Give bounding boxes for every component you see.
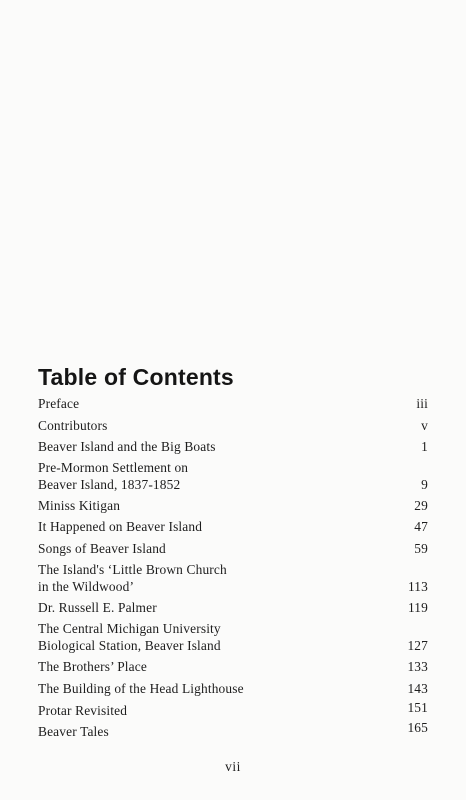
toc-entry-title-line-1: The Central Michigan University (38, 621, 221, 636)
toc-entry-beaver-tales (38, 720, 428, 740)
toc-entry-big-boats (38, 438, 428, 455)
toc-entry-head-lighthouse (38, 680, 428, 697)
toc-entry-songs (38, 540, 428, 557)
toc-entry-title: Beaver Island and the Big Boats (38, 439, 216, 454)
toc-entry-russell-palmer (38, 599, 428, 616)
toc-entry-title: Preface (38, 396, 80, 411)
toc-entry-title-line-2: in the Wildwood’ (38, 579, 135, 594)
toc-entry-title-line-1: The Island's ‘Little Brown Church (38, 562, 227, 577)
toc-entry-preface (38, 395, 428, 412)
toc-entry-title-line-2: Beaver Island, 1837-1852 (38, 477, 181, 492)
toc-entry-page-number: v (421, 418, 428, 433)
toc-entry-page-number: 113 (407, 579, 428, 594)
toc-entry-little-brown-church (38, 561, 428, 595)
toc-entry-page-number: 9 (421, 477, 428, 492)
toc-entry-page-number: iii (416, 396, 428, 411)
toc-entry-protar-revisited (38, 702, 428, 719)
toc-entry-title: Songs of Beaver Island (38, 541, 166, 556)
toc-entry-title: Contributors (38, 418, 108, 433)
toc-entry-title: Dr. Russell E. Palmer (38, 600, 157, 615)
toc-entry-page-number: 165 (407, 720, 428, 735)
page-title: Table of Contents (38, 364, 234, 390)
toc-entry-title: The Brothers’ Place (38, 659, 147, 674)
toc-entry-page-number: 151 (407, 700, 428, 715)
toc-entry-title: Protar Revisited (38, 703, 128, 718)
toc-entry-title: It Happened on Beaver Island (38, 519, 203, 534)
toc-entry-page-number: 29 (414, 498, 428, 513)
toc-entry-pre-mormon-settlement (38, 459, 428, 493)
toc-entry-contributors (38, 417, 428, 434)
toc-entry-biological-station (38, 620, 428, 654)
toc-entry-it-happened (38, 518, 428, 535)
toc-entry-miniss-kitigan (38, 497, 428, 514)
toc-entry-title-line-1: Pre-Mormon Settlement on (38, 460, 189, 475)
toc-entry-brothers-place (38, 658, 428, 675)
toc-entry-page-number: 143 (407, 681, 428, 696)
toc-entry-page-number: 47 (414, 519, 428, 534)
toc-entry-title: The Building of the Head Lighthouse (38, 681, 244, 696)
toc-entry-page-number: 119 (407, 600, 428, 615)
toc-entry-title: Miniss Kitigan (38, 498, 121, 513)
toc-entry-page-number: 127 (407, 638, 428, 653)
toc-entry-page-number: 133 (407, 659, 428, 674)
toc-entry-title: Beaver Tales (38, 724, 109, 739)
page-number-folio: vii (225, 759, 241, 774)
toc-entry-title-line-2: Biological Station, Beaver Island (38, 638, 221, 653)
toc-entry-page-number: 1 (421, 439, 428, 454)
toc-entry-page-number: 59 (414, 541, 428, 556)
